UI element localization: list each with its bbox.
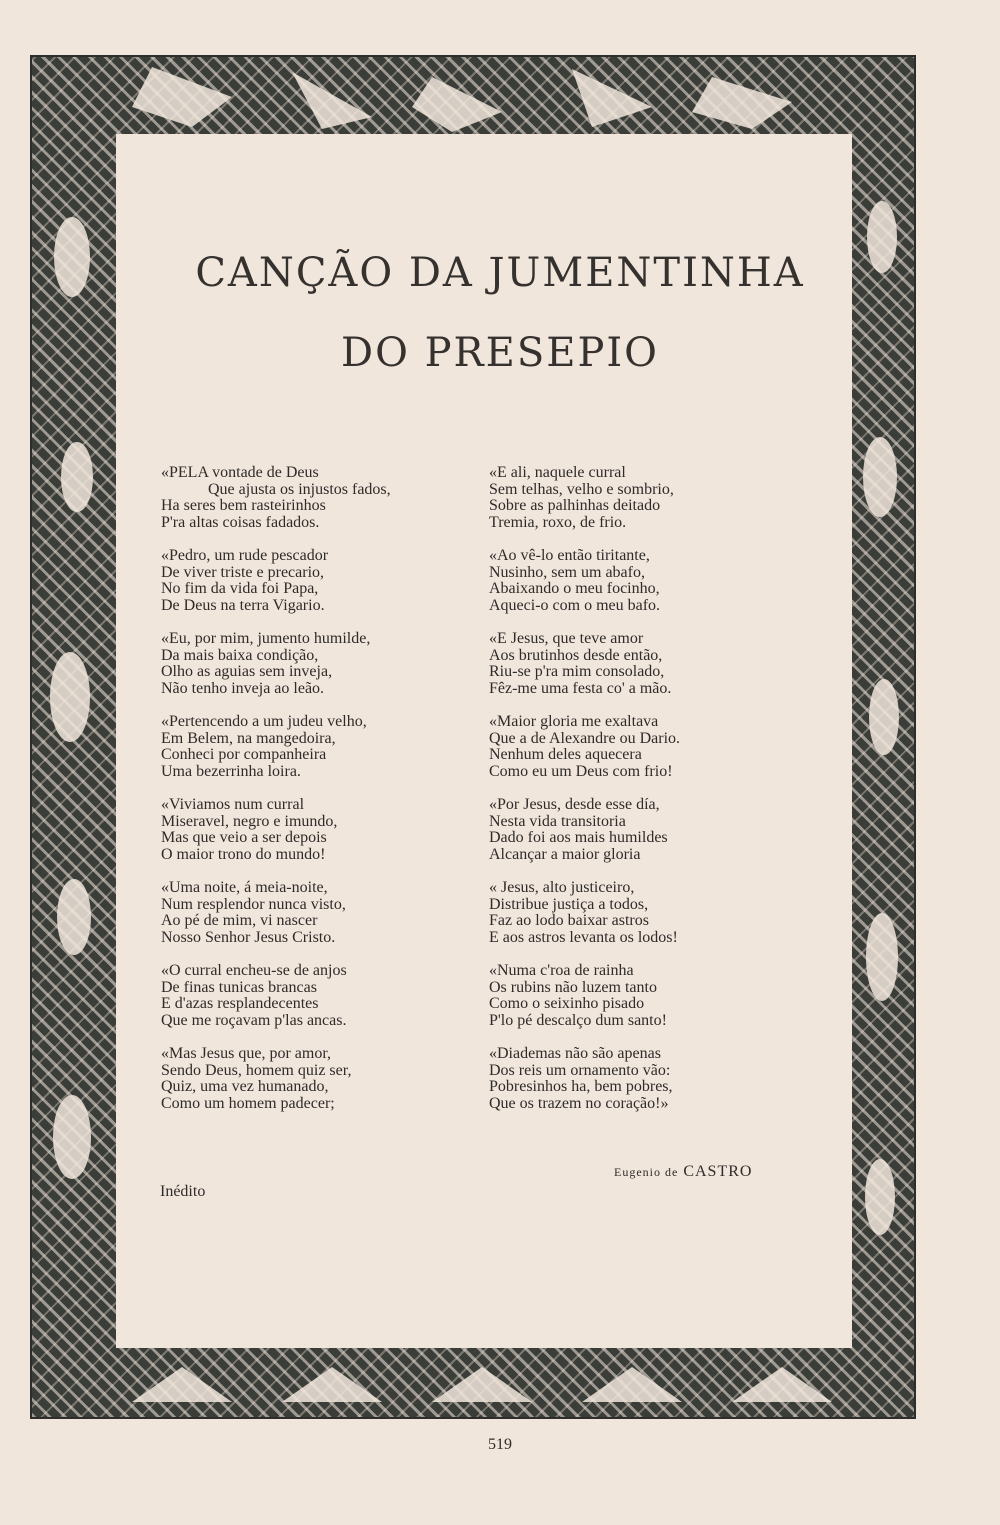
verse-line: No fim da vida foi Papa,	[161, 580, 319, 597]
verse-line: Sem telhas, velho e sombrio,	[489, 480, 674, 498]
verse-line: «Viviamos num curral	[161, 796, 305, 813]
verse-line: Uma bezerrinha loira.	[161, 762, 301, 780]
verse-line: Distribue justiça a todos,	[489, 895, 649, 913]
verse-line: «Pedro, um rude pescador	[161, 547, 329, 564]
verse-line: Fêz-me uma festa co' a mão.	[489, 679, 672, 697]
verse-line: De Deus na terra Vigario.	[161, 596, 325, 614]
verse-line: Aqueci-o com o meu bafo.	[489, 596, 661, 614]
verse-line: O maior trono do mundo!	[161, 845, 326, 863]
unpublished-note: Inédito	[160, 1183, 206, 1200]
poem-column-left	[161, 465, 461, 1129]
verse-line: Ha seres bem rasteirinhos	[161, 497, 326, 514]
stanza	[489, 963, 789, 1029]
stanza	[489, 1046, 789, 1112]
verse-line: «Uma noite, á meia-noite,	[161, 879, 328, 896]
verse-line: Como o seixinho pisado	[489, 995, 645, 1012]
verse-line: « Jesus, alto justiceiro,	[489, 879, 635, 896]
verse-line: Nesta vida transitoria	[489, 812, 626, 830]
verse-line: Pobresinhos ha, bem pobres,	[489, 1078, 673, 1095]
stanza	[161, 548, 461, 614]
verse-line: «Maior gloria me exaltava	[489, 713, 659, 730]
verse-line: «Diademas não são apenas	[489, 1045, 661, 1062]
verse-line: Nusinho, sem um abafo,	[489, 563, 645, 581]
verse-line: «E Jesus, que teve amor	[489, 630, 644, 647]
stanza	[161, 797, 461, 863]
verse-line: Miseravel, negro e imundo,	[161, 812, 338, 830]
stanza	[161, 714, 461, 780]
verse-line: Tremia, roxo, de frio.	[489, 513, 627, 531]
verse-line: Que me roçavam p'las ancas.	[161, 1011, 347, 1029]
stanza	[489, 880, 789, 946]
stanza	[489, 797, 789, 863]
verse-line: Da mais baixa condição,	[161, 646, 319, 664]
stanza	[161, 880, 461, 946]
verse-line: Nosso Senhor Jesus Cristo.	[161, 928, 336, 946]
verse-line: Olho as aguias sem inveja,	[161, 663, 333, 680]
stanza	[161, 631, 461, 697]
verse-line: De finas tunicas brancas	[161, 978, 317, 996]
author-first-name: Eugenio de	[614, 1165, 679, 1179]
stanza	[489, 631, 789, 697]
verse-line: Que os trazem no coração!»	[489, 1094, 669, 1112]
stanza	[161, 963, 461, 1029]
poem-title-line-2: DO PRESEPIO	[341, 330, 659, 376]
verse-line: P'lo pé descalço dum santo!	[489, 1011, 667, 1029]
verse-line: E d'azas resplandecentes	[161, 995, 319, 1012]
stanza	[489, 548, 789, 614]
verse-line: «Eu, por mim, jumento humilde,	[161, 630, 371, 647]
verse-line: Num resplendor nunca visto,	[161, 895, 346, 913]
verse-line: Sendo Deus, homem quiz ser,	[161, 1061, 352, 1079]
verse-line: Que a de Alexandre ou Dario.	[489, 729, 681, 747]
verse-line: Como eu um Deus com frio!	[489, 762, 673, 780]
verse-line: Os rubins não luzem tanto	[489, 978, 657, 996]
author-signature	[614, 1163, 752, 1181]
stanza	[489, 714, 789, 780]
verse-line: Mas que veio a ser depois	[161, 829, 327, 846]
verse-line: Quiz, uma vez humanado,	[161, 1078, 329, 1095]
verse-line: «Mas Jesus que, por amor,	[161, 1045, 331, 1062]
verse-line: Que ajusta os injustos fados,	[208, 480, 391, 498]
verse-line: Sobre as palhinhas deitado	[489, 497, 661, 514]
verse-line: «O curral encheu-se de anjos	[161, 962, 347, 979]
verse-line: Dos reis um ornamento vão:	[489, 1061, 671, 1079]
verse-line: Dado foi aos mais humildes	[489, 829, 668, 846]
stanza	[161, 1046, 461, 1112]
author-last-name: CASTRO	[683, 1163, 753, 1180]
verse-line: De viver triste e precario,	[161, 563, 325, 581]
verse-line: «Numa c'roa de rainha	[489, 962, 634, 979]
verse-line: Abaixando o meu focinho,	[489, 580, 660, 597]
verse-line: E aos astros levanta os lodos!	[489, 928, 678, 946]
verse-line: Alcançar a maior gloria	[489, 845, 641, 863]
poem-title-line-1: CANÇÃO DA JUMENTINHA	[195, 250, 805, 296]
verse-line: «Ao vê-lo então tiritante,	[489, 547, 650, 564]
verse-line: Ao pé de mim, vi nascer	[161, 912, 318, 929]
verse-line: Nenhum deles aquecera	[489, 746, 642, 763]
verse-line: Como um homem padecer;	[161, 1094, 335, 1112]
verse-line: Riu-se p'ra mim consolado,	[489, 663, 665, 680]
verse-line: «PELA vontade de Deus	[161, 464, 319, 481]
verse-line: «E ali, naquele curral	[489, 464, 626, 481]
verse-line: Não tenho inveja ao leão.	[161, 679, 325, 697]
stanza	[161, 465, 461, 531]
poem-column-right	[489, 465, 789, 1129]
stanza	[489, 465, 789, 531]
verse-line: P'ra altas coisas fadados.	[161, 513, 320, 531]
verse-line: Faz ao lodo baixar astros	[489, 912, 649, 929]
verse-line: Aos brutinhos desde então,	[489, 646, 663, 664]
verse-line: «Pertencendo a um judeu velho,	[161, 713, 367, 730]
verse-line: Em Belem, na mangedoira,	[161, 729, 336, 747]
page-number: 519	[488, 1436, 512, 1453]
verse-line: Conheci por companheira	[161, 746, 327, 763]
verse-line: «Por Jesus, desde esse día,	[489, 796, 660, 813]
